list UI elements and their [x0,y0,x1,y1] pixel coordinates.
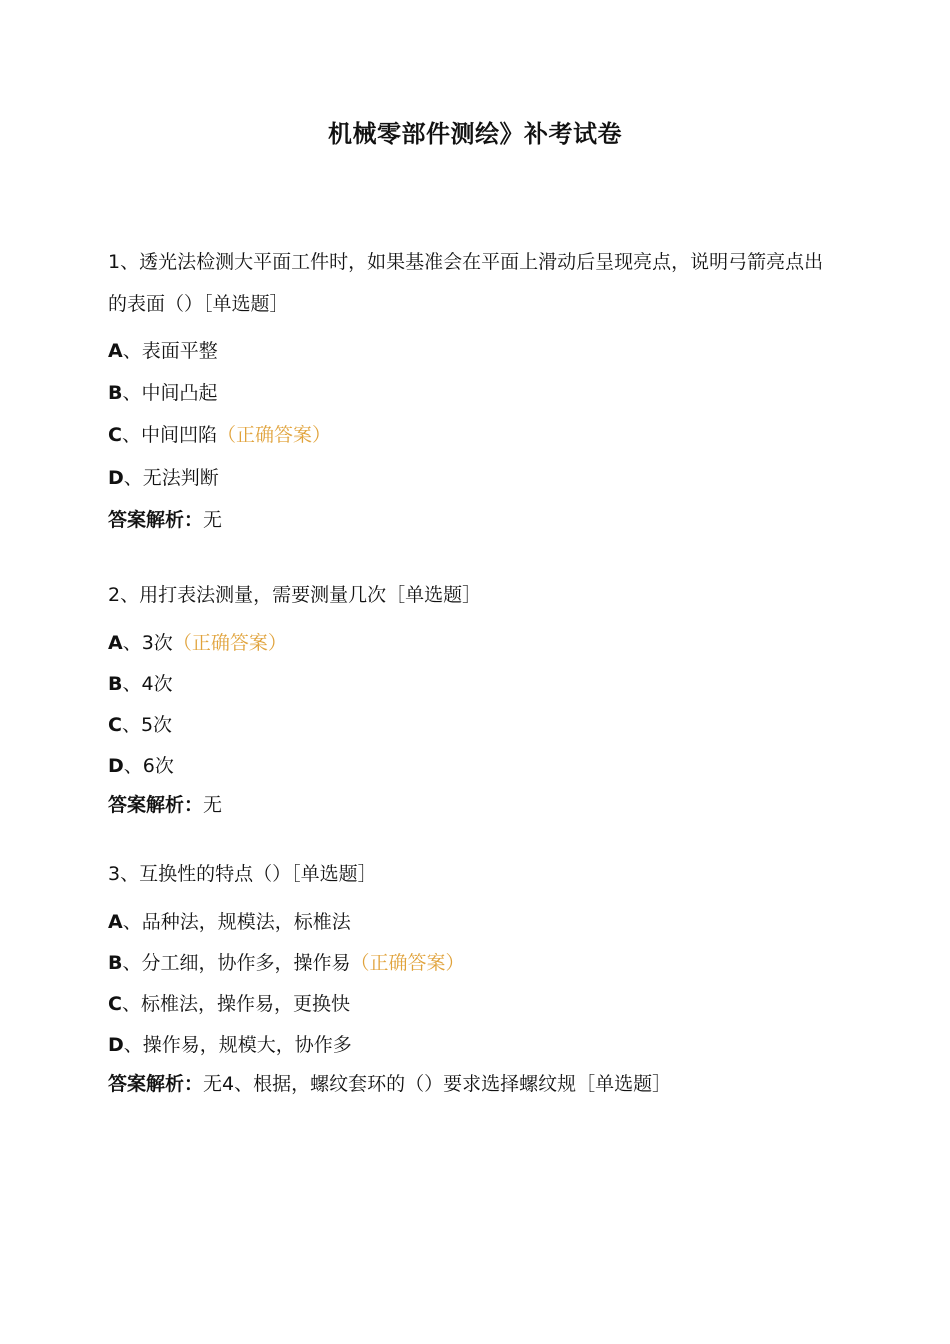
question-2-analysis [108,792,222,818]
option-text: 、表面平整 [122,340,218,362]
correct-answer-mark: （正确答案） [172,632,287,654]
question-3-option-d [108,1032,352,1058]
question-3-option-c [108,991,350,1017]
option-text: 、操作易，规模大，协作多 [123,1034,352,1056]
option-letter: D [108,467,124,489]
question-3-analysis [108,1071,671,1097]
question-3-option-a [108,909,351,935]
analysis-text: 无 [203,794,223,816]
analysis-label: 答案解析： [108,509,204,531]
correct-answer-mark: （正确答案） [216,424,331,446]
question-2-option-c [108,712,172,738]
option-text: 、中间凸起 [122,382,218,404]
option-letter: C [108,424,122,446]
question-1-analysis [108,507,222,533]
option-letter: B [108,952,123,974]
option-letter: D [108,1034,124,1056]
option-text: 、中间凹陷 [121,424,217,446]
option-text: 、分工细，协作多，操作易 [122,952,351,974]
analysis-label: 答案解析： [108,1073,204,1095]
option-letter: A [108,911,123,933]
question-3-option-b [108,950,465,976]
option-letter: D [108,755,124,777]
option-text: 、无法判断 [123,467,219,489]
option-letter: C [108,714,122,736]
option-text: 、3次 [122,632,173,654]
option-text: 、5次 [121,714,173,736]
analysis-text: 无4、根据，螺纹套环的（）要求选择螺纹规［单选题］ [203,1073,672,1095]
analysis-label: 答案解析： [108,794,204,816]
analysis-text: 无 [203,509,223,531]
option-letter: A [108,340,123,362]
page-title: 机械零部件测绘》补考试卷 [328,120,622,148]
question-1-option-a [108,338,218,364]
question-1-option-d [108,465,219,491]
option-letter: C [108,993,122,1015]
question-2-option-b [108,671,173,697]
option-letter: A [108,632,123,654]
option-letter: B [108,382,123,404]
option-text: 、4次 [122,673,173,695]
correct-answer-mark: （正确答案） [350,952,465,974]
question-2-option-d [108,753,174,779]
option-text: 、标椎法，操作易，更换快 [121,993,350,1015]
option-text: 、品种法，规模法，标椎法 [122,911,351,933]
question-1-stem: 1、透光法检测大平面工件时，如果基准会在平面上滑动后呈现亮点，说明弓箭亮点出的表面（）［单选题］ [108,251,824,315]
option-letter: B [108,673,123,695]
option-text: 、6次 [123,755,174,777]
question-1-option-c [108,422,331,448]
question-2-stem: 2、用打表法测量，需要测量几次［单选题］ [108,584,482,606]
question-3-stem: 3、互换性的特点（）［单选题］ [108,863,377,885]
question-2-option-a [108,630,287,656]
question-1-option-b [108,380,218,406]
